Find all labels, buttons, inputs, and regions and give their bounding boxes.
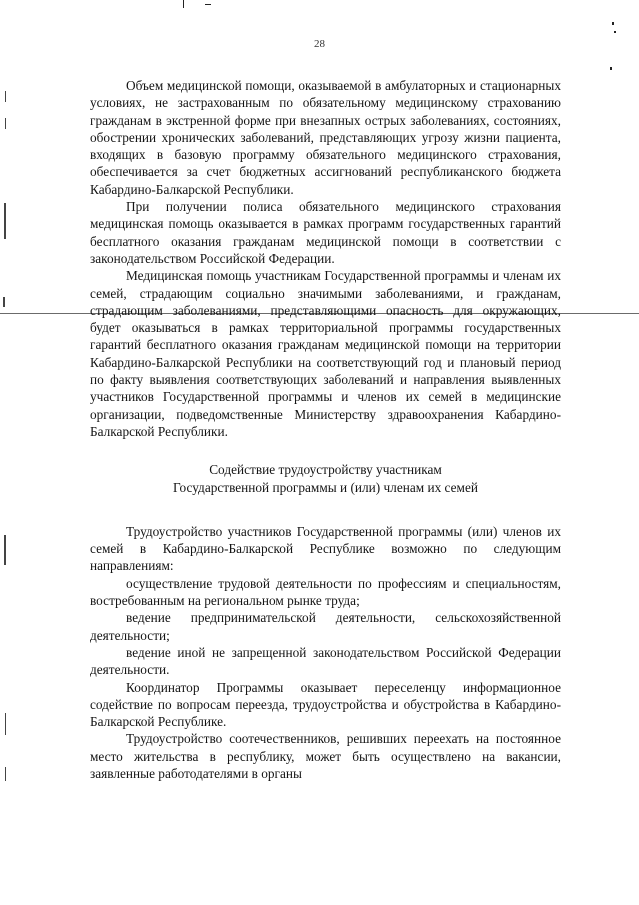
paragraph: Трудоустройство участников Государственной программы (или) членов их семей в Кабардино-Балкарской Республике возможно по следующим направлениям: xyxy=(90,523,561,574)
paragraph: Объем медицинской помощи, оказываемой в амбулаторных и стационарных условиях, не застрахованным по обязательному медицинскому страхованию гражданам в экстренной форме при внезапных острых заболеваниях, состояниях, обострении хронических заболеваний, представляющих угрозу жизни пациента, входящих в базовую программу обязательного медицинского страхования, обеспечивается за счет бюджетных ассигнований республиканского бюджета Кабардино-Балкарской Республики. xyxy=(90,78,561,197)
section-heading-line-2: Государственной программы и (или) членам их семей xyxy=(173,479,478,495)
list-item: ведение предпринимательской деятельности, сельскохозяйственной деятельности; xyxy=(90,610,561,643)
section-heading-line-1: Содействие трудоустройству участникам xyxy=(209,462,442,478)
scan-mark-top-right xyxy=(612,22,614,25)
paragraph: Трудоустройство соотечественников, решивших переехать на постоянное место жительства в республику, может быть осуществлено на вакансии, заявленные работодателями в органы xyxy=(90,731,561,781)
list-item: осуществление трудовой деятельности по профессиям и специальностям, востребованным на региональном рынке труда; xyxy=(90,575,561,609)
list-item: ведение иной не запрещенной законодательством Российской Федерации деятельности. xyxy=(90,644,561,678)
paragraph: При получении полиса обязательного медицинского страхования медицинская помощь оказывается в рамках программ государственных гарантий бесплатного оказания гражданам медицинской помощи в соответствии с законодательством Российской Федерации. xyxy=(90,199,561,266)
margin-mark-1 xyxy=(5,91,6,102)
margin-mark-3 xyxy=(4,203,6,239)
scan-mark-top-right-2 xyxy=(614,31,616,33)
margin-mark-7 xyxy=(5,767,6,781)
scan-mark-right xyxy=(610,67,612,70)
margin-mark-2 xyxy=(5,118,6,129)
page-number: 28 xyxy=(314,38,325,50)
margin-mark-5 xyxy=(4,535,6,565)
margin-mark-6 xyxy=(5,713,6,735)
scan-mark-top xyxy=(183,0,184,8)
paragraph: Координатор Программы оказывает переселенцу информационное содействие по вопросам переезда, трудоустройства и обустройства в Кабардино-Балкарской Республике. xyxy=(90,679,561,730)
margin-mark-4 xyxy=(3,297,5,307)
paragraph: Медицинская помощь участникам Государственной программы и членам их семей, страдающим социально значимыми заболеваниями, и гражданам, страдающим заболеваниями, представляющими опасность для окружающих, будет оказываться в рамках территориальной программы государственных гарантий бесплатного оказания гражданам медицинской помощи на территории Кабардино-Балкарской Республики на соответствующий год и плановый период по факту выявления соответствующих заболеваний и направления выявленных участников Государственной программы и членов их семей в медицинские организации, подведомственные Министерству здравоохранения Кабардино-Балкарской Республики. xyxy=(90,268,561,439)
scan-mark-top-dash xyxy=(205,4,211,5)
document-body xyxy=(90,77,561,782)
